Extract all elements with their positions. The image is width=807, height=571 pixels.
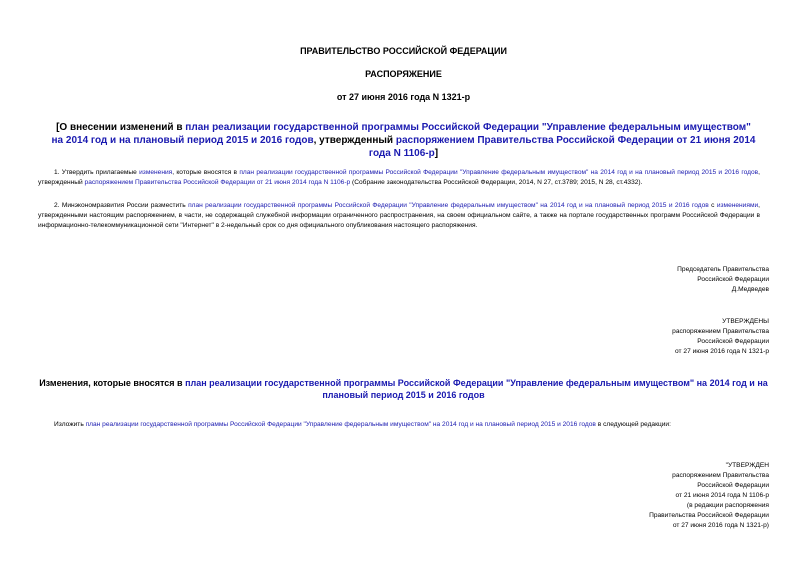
paragraph-3-text: Изложить [54, 421, 86, 428]
link-plan[interactable]: план реализации государственной программы Российской Федерации "Управление федеральным имуществом" на 2014 год и на плановый период 2015 и 2016 годов [239, 169, 759, 176]
approval-line: от 27 июня 2016 года N 1321-р [675, 348, 769, 355]
document-date-number: от 27 июня 2016 года N 1321-р [336, 92, 471, 102]
paragraph-3 [38, 420, 760, 430]
paragraph-1-text: (Собрание законодательства Российской Федерации, 2014, N 27, ст.3789; 2015, N 28, ст.4332). [350, 179, 643, 186]
approval-line: от 27 июня 2016 года N 1321-р) [672, 522, 769, 529]
signature-line: Председатель Правительства [677, 266, 769, 273]
signature-block [569, 265, 769, 295]
section-title-link-plan[interactable]: план реализации государственной программы Российской Федерации "Управление федеральным имуществом" на 2014 год и на плановый период 2015 и 2016 годов [185, 378, 768, 400]
government-heading: ПРАВИТЕЛЬСТВО РОССИЙСКОЙ ФЕДЕРАЦИИ [300, 46, 507, 56]
section-title-text: Изменения, которые вносятся в [39, 378, 186, 388]
approval-line: распоряжением Правительства [672, 328, 769, 335]
link-changes[interactable]: изменениями [716, 202, 759, 209]
approval-line: "УТВЕРЖДЕН [725, 462, 769, 469]
link-order-1106[interactable]: распоряжением Правительства Российской Федерации от 21 июня 2014 года N 1106-р [84, 179, 351, 186]
approval-line: от 21 июня 2014 года N 1106-р [675, 492, 769, 499]
approval-block-2 [549, 461, 769, 531]
title-open-text: [О внесении изменений в [56, 122, 186, 133]
paragraph-3-text: в следующей редакции: [595, 421, 671, 428]
paragraph-1 [38, 168, 760, 188]
document-title [50, 121, 757, 160]
approval-line: распоряжением Правительства [672, 472, 769, 479]
link-plan[interactable]: план реализации государственной программы Российской Федерации "Управление федеральным имуществом" на 2014 год и на плановый период 2015 и 2016 годов [188, 202, 709, 209]
approval-line: Российской Федерации [697, 482, 769, 489]
document-type-heading: РАСПОРЯЖЕНИЕ [365, 69, 442, 79]
title-link-order[interactable]: распоряжением Правительства Российской Федерации от 21 июня 2014 года N 1106-р [368, 135, 756, 159]
link-changes[interactable]: изменения [139, 169, 173, 176]
signature-name: Д.Медведев [731, 286, 769, 293]
signature-line: Российской Федерации [697, 276, 769, 283]
paragraph-2 [38, 201, 760, 231]
approval-line: Российской Федерации [697, 338, 769, 345]
title-mid-text: , утвержденный [313, 135, 396, 146]
approval-line: (в редакции распоряжения [686, 502, 769, 509]
approval-line: УТВЕРЖДЕНЫ [722, 318, 769, 325]
section-title [30, 377, 777, 401]
approval-line: Правительства Российской Федерации [649, 512, 769, 519]
paragraph-1-text: 1. Утвердить прилагаемые [54, 169, 140, 176]
paragraph-2-text: с [708, 202, 717, 209]
paragraph-2-text: , утвержденными настоящим распоряжением, в части, не содержащей служебной информации ограниченного распространения, на своем официальном сайте, а также на портале государственных программ Российской Федерации в информационно-телекоммуникационной сети "Интернет" в 2-недельный срок со дня официального опубликования настоящего распоряжения. [38, 202, 760, 229]
title-close-text: ] [434, 148, 439, 159]
link-plan[interactable]: план реализации государственной программы Российской Федерации "Управление федеральным имуществом" на 2014 год и на плановый период 2015 и 2016 годов [85, 421, 596, 428]
paragraph-1-text: , которые вносятся в [172, 169, 240, 176]
paragraph-1-text: , утвержденный [38, 169, 760, 186]
title-link-plan[interactable]: план реализации государственной программы Российской Федерации "Управление федеральным имуществом" на 2014 год и на плановый период 2015 и 2016 годов [51, 122, 751, 146]
paragraph-2-text: 2. Минэкономразвития России разместить [54, 202, 189, 209]
approval-block [569, 317, 769, 357]
